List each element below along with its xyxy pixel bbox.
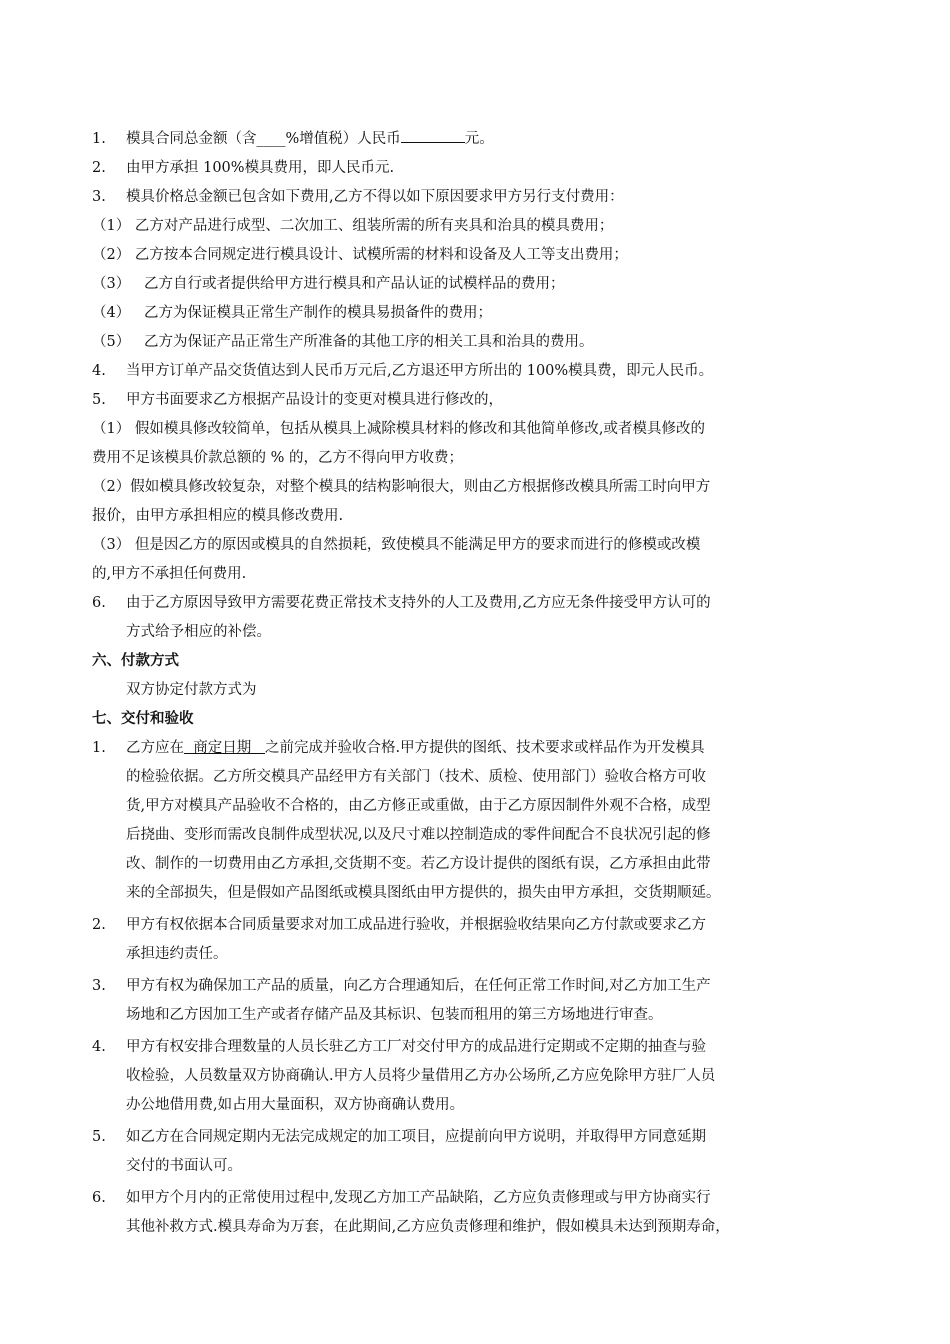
sub-clause-text: 乙方为保证产品正常生产所准备的其他工序的相关工具和治具的费用。: [144, 334, 594, 350]
sub-clause-text: （1） 乙方对产品进行成型、二次加工、组装所需的所有夹具和治具的模具费用；: [92, 218, 614, 234]
clause-text: 如甲方个月内的正常使用过程中,发现乙方加工产品缺陷，乙方应负责修理或与甲方协商实行: [126, 1190, 711, 1206]
clause-text: 的检验依据。乙方所交模具产品经甲方有关部门（技术、质检、使用部门）验收合格方可收: [126, 769, 706, 785]
clause-text: 货,甲方对模具产品验收不合格的，由乙方修正或重做，由于乙方原因制件外观不合格，成型: [126, 798, 711, 814]
clause-text: 其他补救方式.模具寿命为万套，在此期间,乙方应负责修理和维护，假如模具未达到预期寿命，: [126, 1219, 730, 1235]
agreed-date-field: 商定日期: [184, 740, 266, 756]
clause-number: 1.: [92, 131, 106, 147]
clause-number: 5.: [92, 392, 106, 408]
clause-text: 当甲方订单产品交货值达到人民币万元后,乙方退还甲方所出的 100%模具费，即元人民币。: [126, 363, 714, 379]
clause-text: 元。: [464, 131, 494, 147]
clause-number: 2.: [92, 160, 106, 176]
clause-text: 承担违约责任。: [126, 946, 228, 962]
clause-number: 6.: [92, 1190, 106, 1206]
sub-clause-tag: （5）: [92, 334, 131, 350]
clause-text: 模具价格总金额已包含如下费用,乙方不得以如下原因要求甲方另行支付费用：: [126, 189, 624, 205]
sub-clause-text: 乙方为保证模具正常生产制作的模具易损备件的费用；: [144, 305, 492, 321]
clause-number: 6.: [92, 595, 106, 611]
clause-number: 5.: [92, 1129, 106, 1145]
sub-clause-tag: （3）: [92, 276, 131, 292]
clause-text: 模具合同总金额（含: [126, 131, 257, 147]
sub-clause-text: 的,甲方不承担任何费用.: [92, 566, 247, 582]
clause-text: 之前完成并验收合格.甲方提供的图纸、技术要求或样品作为开发模具: [265, 740, 705, 756]
clause-7-3: [92, 972, 812, 1030]
sub-clause-3: [92, 270, 812, 299]
clause-text: 甲方书面要求乙方根据产品设计的变更对模具进行修改的，: [126, 392, 503, 408]
clause-text: 方式给予相应的补偿。: [126, 624, 271, 640]
clause-text: 如乙方在合同规定期内无法完成规定的加工项目，应提前向甲方说明，并取得甲方同意延期: [126, 1129, 706, 1145]
clause-number: 4.: [92, 363, 106, 379]
clause-7-1: [92, 734, 812, 908]
clause-text: 后挠曲、变形而需改良制件成型状况,以及尺寸难以控制造成的零件间配合不良状况引起的修: [126, 827, 711, 843]
clause-text: 交付的书面认可。: [126, 1158, 242, 1174]
clause-number: 1.: [92, 740, 106, 756]
clause-5-5: [92, 386, 812, 415]
clause-text: 由于乙方原因导致甲方需要花费正常技术支持外的人工及费用,乙方应无条件接受甲方认可的: [126, 595, 711, 611]
clause-5-6: [92, 589, 812, 647]
clause-7-5: [92, 1123, 812, 1181]
payment-text: 双方协定付款方式为: [126, 682, 257, 698]
sub-clause-text: （2） 乙方按本合同规定进行模具设计、试模所需的材料和设备及人工等支出费用；: [92, 247, 628, 263]
clause-7-6: [92, 1184, 812, 1242]
contract-page: [92, 125, 812, 1242]
clause-text: 收检验，人员数量双方协商确认.甲方人员将少量借用乙方办公场所,乙方应免除甲方驻厂人员: [126, 1068, 716, 1084]
clause-number: 4.: [92, 1039, 106, 1055]
clause-text: 由甲方承担 100%模具费用，即人民币元.: [126, 160, 395, 176]
clause-number: 3.: [92, 189, 106, 205]
clause-text: 来的全部损失，但是假如产品图纸或模具图纸由甲方提供的，损失由甲方承担，交货期顺延。: [126, 885, 721, 901]
clause-5-3: [92, 183, 812, 212]
sub-clause-text: （2）假如模具修改较复杂，对整个模具的结构影响很大，则由乙方根据修改模具所需工时向甲方: [92, 479, 711, 495]
sub-clause-1: [92, 212, 812, 241]
sub-clause-2: [92, 241, 812, 270]
amount-blank: [401, 128, 465, 143]
clause-text: 场地和乙方因加工生产或者存储产品及其标识、包装而租用的第三方场地进行审查。: [126, 1007, 663, 1023]
vat-blank: ____: [256, 131, 286, 147]
section-heading-payment: 六、付款方式: [92, 653, 179, 669]
modification-case-2: [92, 473, 812, 531]
clause-number: 3.: [92, 978, 106, 994]
clause-text: 改、制作的一切费用由乙方承担,交货期不变。若乙方设计提供的图纸有误，乙方承担由此带: [126, 856, 711, 872]
section-heading-delivery: 七、交付和验收: [92, 711, 194, 727]
sub-clause-text: 乙方自行或者提供给甲方进行模具和产品认证的试模样品的费用；: [144, 276, 565, 292]
modification-case-1: [92, 415, 812, 473]
clause-7-2: [92, 911, 812, 969]
clause-5-4: [92, 357, 812, 386]
clause-text: 甲方有权为确保加工产品的质量，向乙方合理通知后，在任何正常工作时间,对乙方加工生产: [126, 978, 711, 994]
sub-clause-5: [92, 328, 812, 357]
clause-number: 2.: [92, 917, 106, 933]
clause-5-2: [92, 154, 812, 183]
sub-clause-text: （1） 假如模具修改较简单，包括从模具上减除模具材料的修改和其他简单修改,或者模具修改的: [92, 421, 705, 437]
clause-text: 乙方应在: [126, 740, 184, 756]
sub-clause-text: 费用不足该模具价款总额的 % 的，乙方不得向甲方收费；: [92, 450, 463, 466]
clause-text: 办公地借用费,如占用大量面积，双方协商确认费用。: [126, 1097, 465, 1113]
sub-clause-tag: （4）: [92, 305, 131, 321]
clause-text: %增值税）人民币: [285, 131, 401, 147]
clause-7-4: [92, 1033, 812, 1120]
sub-clause-text: （3） 但是因乙方的原因或模具的自然损耗，致使模具不能满足甲方的要求而进行的修模或改模: [92, 537, 701, 553]
clause-text: 甲方有权依据本合同质量要求对加工成品进行验收，并根据验收结果向乙方付款或要求乙方: [126, 917, 706, 933]
modification-case-3: [92, 531, 812, 589]
sub-clause-4: [92, 299, 812, 328]
clause-text: 甲方有权安排合理数量的人员长驻乙方工厂对交付甲方的成品进行定期或不定期的抽查与验: [126, 1039, 706, 1055]
clause-5-1: [92, 125, 812, 154]
sub-clause-text: 报价，由甲方承担相应的模具修改费用.: [92, 508, 344, 524]
